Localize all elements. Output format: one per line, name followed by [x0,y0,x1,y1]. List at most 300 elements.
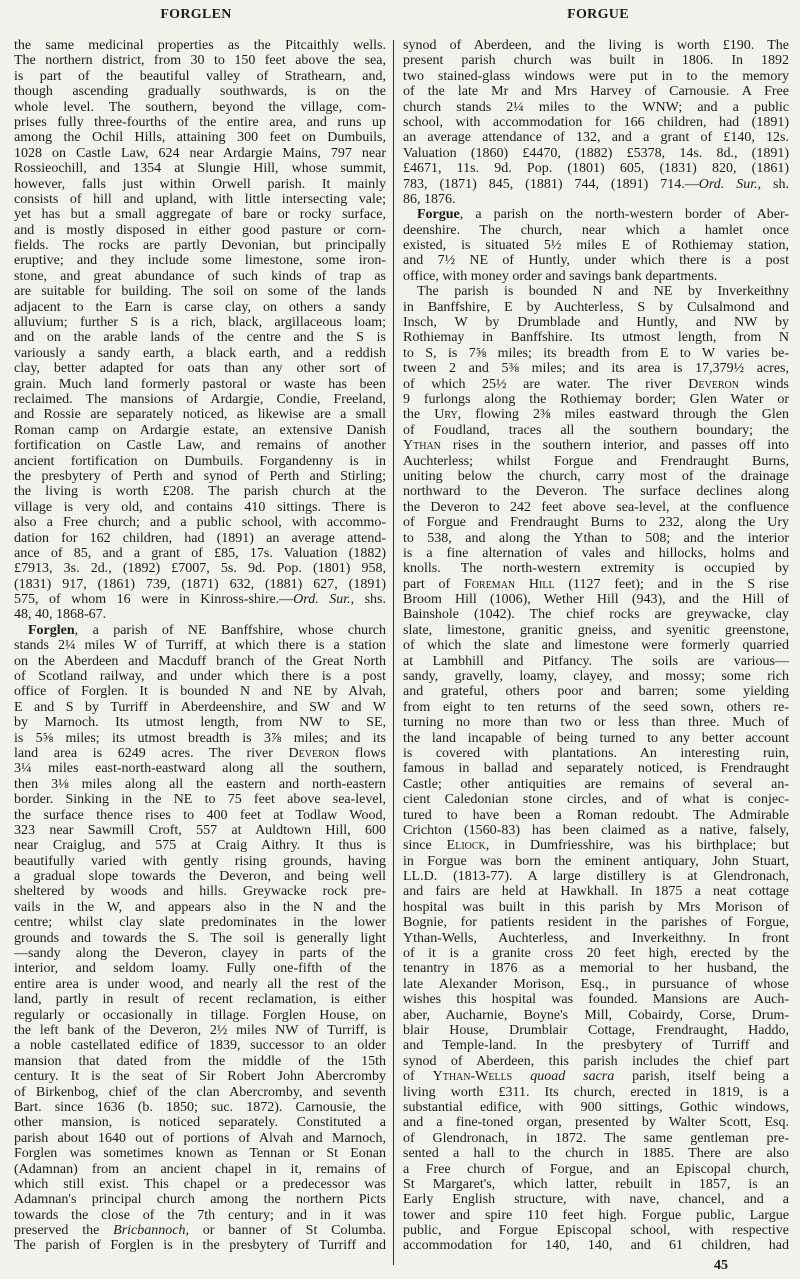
text-run: tween 2 and 5⅜ miles; and its area is 17,379½ acres, [403,361,789,377]
text-line [14,561,386,576]
text-line [14,1192,386,1207]
text-line [14,915,386,930]
text-run: yet has but a small aggregate of bare or rocky surface, [14,207,386,223]
text-run: ance of 85, and a grant of £85, 17s. Valuation (1882) [14,545,386,561]
text-run: (1831) 917, (1861) 739, (1871) 632, (1881) 627, (1891) [14,576,386,592]
text-run: , or banner of St Columba. [185,1223,386,1239]
text-run: fields. The rocks are partly Devonian, but principally [14,238,386,254]
text-run: is 5⅝ miles; its utmost breadth is 3⅞ miles; and its [14,730,386,746]
text-run: Ythan-Wells, Auchterless, and Inverkeithny. In front [403,930,789,946]
text-run: whole level. The southern, beyond the village, com- [14,99,386,115]
text-run: turning no more than two or less than three. Much of [403,715,789,731]
text-run: Rossieochill, and 1354 at Slungie Hill, whose summit, [14,161,386,177]
text-run: of Scotland railway, and under which there is a post [14,669,386,685]
text-run: of Glendronach, in 1872. The same gentleman pre- [403,1130,789,1146]
text-run: border. Sinking in the NE to 75 feet above sea-level, [14,792,386,808]
text-line [14,1085,386,1100]
page-number: 45 [714,1258,728,1273]
text-run: , flowing 2⅜ miles eastward through the Glen [457,407,789,423]
text-run: beautifully varied with gently rising grounds, having [14,853,386,869]
text-line [14,392,386,407]
small-caps-name: Ury [434,407,458,423]
text-run: The parish of Forglen is in the presbytery of Turriff and [14,1238,386,1254]
text-line [14,1131,386,1146]
text-line [14,792,386,807]
text-line [14,715,386,730]
text-run: rises in the southern interior, and passes off into [440,438,789,454]
text-line [14,700,386,715]
text-line [403,361,789,376]
text-line [403,977,789,992]
text-run: and is mostly disposed in either good pasture or corn- [14,222,386,238]
text-line [403,638,789,653]
text-run: living worth £311. Its church, erected in 1819, is a [403,1084,789,1100]
text-run: parish about 1640 out of portions of Alvah and Marnoch, [14,1130,386,1146]
text-run: which still exist. This chapel or a predecessor was [14,1176,386,1192]
right-column [403,38,789,1254]
text-run: a gradual slope towards the Deveron, and being well [14,869,386,885]
text-run: the living is worth £208. The parish church at the [14,484,386,500]
text-run: office, with money order and savings bank departments. [403,268,718,284]
text-line [403,761,789,776]
italic-text: Ord. Sur. [698,176,758,192]
text-line [403,607,789,622]
text-run: since [403,838,447,854]
text-run: Rothiemay in Banffshire. Its utmost length, from N [403,330,789,346]
text-run: late Alexander Morison, Esq., in pursuance of whose [403,976,789,992]
text-line [14,638,386,653]
text-run: The northern district, from 30 to 150 feet above the sea, [14,53,386,69]
text-line [403,1008,789,1023]
text-run: variously a sandy earth, a black earth, and a reddish [14,345,386,361]
text-run: famous in ballad and separately noticed, is Frendraught [403,761,789,777]
text-line [14,1054,386,1069]
text-run: tenantry in 1876 as a memorial to her husband, the [403,961,789,977]
text-line [403,854,789,869]
text-line [14,315,386,330]
text-line [403,792,789,807]
text-line [14,931,386,946]
small-caps-name: Eliock [446,838,486,854]
text-run: The parish is bounded N and NE by Inverkeithny [417,284,789,300]
text-run: ancient fortification on Dumbuils. Forgandenny is in [14,453,386,469]
text-line [403,130,789,145]
text-run: aber, Aucharnie, Boyne's Mill, Cobairdy, Corse, Drum- [403,1007,789,1023]
text-line [14,438,386,453]
text-line [403,1162,789,1177]
text-run: in Banffshire, E by Auchterless, S by Culsalmond and [403,299,789,315]
text-line [403,223,789,238]
text-line [14,300,386,315]
text-run [512,1069,530,1084]
text-run: at Lambhill and Pitfancy. The soils are various— [403,653,789,669]
text-run: mansion that dated from the middle of the 15th [14,1053,386,1069]
text-run: tower and spire 110 feet high. Forgue public, Largue [403,1207,789,1223]
text-line [14,1115,386,1130]
text-line [403,84,789,99]
text-run: stands 2¼ miles W of Turriff, at which there is a station [14,638,386,654]
text-run: deenshire. The church, near which a hamlet once [403,222,789,238]
text-line [14,284,386,299]
text-line [403,392,789,407]
text-run: entire area is under wood, and nearly all the rest of the [14,976,386,992]
text-line [14,1023,386,1038]
text-line [403,546,789,561]
text-line [14,1038,386,1053]
text-line [14,407,386,422]
text-run: a Free church of Forgue, and an Episcopal church, [403,1161,789,1177]
text-run: though ascending gradually southwards, is on the [14,84,386,100]
entry-headword: Forgue [417,207,460,223]
text-line [403,500,789,515]
text-run: Early English structure, with nave, chancel, and a [403,1192,789,1208]
text-line [403,1038,789,1053]
small-caps-name: Deveron [288,745,340,761]
text-run: the surface thence rises to 400 feet at Todlaw Wood, [14,807,386,823]
text-line [403,654,789,669]
text-line [403,1146,789,1161]
text-run: towards the close of the 7th century; and in it was [14,1207,386,1223]
text-line [14,238,386,253]
text-run: public, and Forgue Episcopal school, with respective [403,1223,789,1239]
text-line [403,1177,789,1192]
text-line [14,423,386,438]
text-run: other mansion, is noticed separately. Constituted a [14,1115,386,1131]
text-line [403,300,789,315]
text-line [14,100,386,115]
text-run: and grateful, others poor and barren; some yielding [403,684,789,700]
text-line [403,1223,789,1238]
text-run: Castle; other antiquities are remains of several an- [403,776,789,792]
text-run: from eight to ten returns of the seed sown, others re- [403,699,789,715]
text-run: land, partly in result of recent reclamation, is either [14,992,386,1008]
text-line [403,823,789,838]
text-line [403,900,789,915]
text-run: 783, (1871) 845, (1881) 744, (1891) 714.— [403,176,699,192]
text-run: flows [339,745,386,761]
text-line [14,192,386,207]
text-run: uniting below the church, carry most of the drainage [403,468,789,484]
text-line [14,161,386,176]
text-run: of it is a granite cross 20 feet high, erected by the [403,946,789,962]
entry-headword: Forglen [28,622,75,638]
text-line [14,1162,386,1177]
text-run: northward to the Deveron. The surface declines along [403,484,789,500]
text-run: of Foudland, traces all the southern boundary; the [403,422,789,438]
text-line [403,253,789,268]
text-line [14,130,386,145]
text-run: office of Forglen. It is bounded N and NE by Alvah, [14,684,386,700]
text-run: Crichton (1560-83) has been claimed as a native, falsely, [403,822,789,838]
text-line [403,1208,789,1223]
text-line [403,684,789,699]
text-run: by Marnoch. Its utmost length, from NW to SE, [14,715,386,731]
text-run: Broom Hill (1006), Wether Hill (943), and the Hill of [403,592,789,608]
small-caps-name: Deveron [688,376,739,392]
text-run: to 538, and along the Ythan to 508; and the interior [403,530,789,546]
text-line [403,53,789,68]
text-line [14,1008,386,1023]
text-line [14,69,386,84]
text-line [14,669,386,684]
text-run: and 7½ NE of Huntly, under which there is a post [403,253,789,269]
text-line [14,977,386,992]
small-caps-name: Ythan [403,438,441,454]
text-line [14,731,386,746]
text-run: part of [403,576,465,592]
text-line [14,546,386,561]
text-line [403,623,789,638]
text-run: church stands 2¼ miles to the WNW; and a public [403,99,789,115]
text-run: the presbytery of Perth and synod of Perth and Stirling; [14,468,386,484]
text-line [403,700,789,715]
text-line [14,1177,386,1192]
text-line [14,838,386,853]
text-run: Roman camp on Ardargie estate, an extensive Danish [14,422,386,438]
text-line [403,161,789,176]
text-run: centre; whilst clay slate predominates in the lower [14,915,386,931]
text-line [14,946,386,961]
text-line [403,992,789,1007]
text-line [403,192,789,207]
text-run: among the Ochil Hills, attaining 300 feet on Dumbuils, [14,130,386,146]
text-run: Adamnan's principal church among the northern Picts [14,1192,386,1208]
text-line [14,454,386,469]
text-line [403,869,789,884]
text-run: is part of the beautiful valley of Strathearn, and, [14,68,386,84]
text-run: Auchterless; whilst Forgue and Frendraught Burns, [403,453,789,469]
text-line [403,931,789,946]
text-line [14,900,386,915]
text-run: 9 furlongs along the Rothiemay border; Glen Water or [403,391,789,407]
text-run: vails in the W, and appears also in the N and the [14,899,386,915]
text-run: (Adamnan) from an ancient chapel in it, remains of [14,1161,386,1177]
text-line [403,146,789,161]
text-line [14,146,386,161]
text-run: and on the arable lands of the centre and the S is [14,330,386,346]
text-line [14,469,386,484]
text-run: grounds and towards the S. The soil is generally light [14,930,386,946]
text-run: Bognie, for patients resident in the parishes of Forgue, [403,915,789,931]
text-line [14,377,386,392]
text-line [14,992,386,1007]
text-run: regularly or occasionally in tillage. Forglen House, on [14,1007,386,1023]
text-run: , shs. [350,592,386,608]
text-line [403,561,789,576]
text-run: tured to have been a Roman redoubt. The Admirable [403,807,789,823]
text-line [14,330,386,345]
text-run: prises fully three-fourths of the entire area, and runs up [14,114,386,130]
text-run: —sandy along the Deveron, clayey in parts of the [14,946,386,962]
text-run: 3¼ miles east-north-eastward along all the southern, [14,761,386,777]
text-line [403,731,789,746]
text-run: synod of Aberdeen, this parish includes the chief part [403,1053,789,1069]
text-line [403,1085,789,1100]
text-run: cient Caledonian stone circles, and of what is conjec- [403,792,789,808]
text-line [14,884,386,899]
text-line [403,330,789,345]
text-line [403,1069,789,1084]
text-line [403,515,789,530]
text-line [403,469,789,484]
text-line [403,115,789,130]
text-run: an average attendance of 132, and a grant of £140, 12s. [403,130,789,146]
text-run: existed, is situated 5½ miles E of Rothiemay station, [403,238,789,254]
text-line [14,177,386,192]
text-line [14,607,386,622]
text-run: and Rossie are separately noticed, as likewise are a small [14,407,386,423]
text-run: , in Dumfriesshire, was his birthplace; but [485,838,789,854]
text-line [14,746,386,761]
small-caps-name: Foreman Hill [464,576,555,592]
text-run: LL.D. (1813-77). A large distillery is at Glendronach, [403,869,789,885]
text-line [14,207,386,222]
text-run: reclaimed. The mansions of Ardargie, Condie, Freeland, [14,391,386,407]
text-line [403,423,789,438]
text-run: and a fine-toned organ, presented by Walter Scott, Esq. [403,1115,789,1131]
text-run: and Temple-land. In the presbytery of Turriff and [403,1038,789,1054]
text-line [403,38,789,53]
text-run: and fairs are held at Hawkhall. In 1875 a neat cottage [403,884,789,900]
text-line [403,454,789,469]
text-run: (1127 feet); and in the S rise [554,576,789,592]
text-line [14,484,386,499]
text-line [403,238,789,253]
italic-text: Ord. Sur. [293,592,351,608]
text-line [14,531,386,546]
text-run: is a fine alternation of vales and hillocks, holms and [403,545,789,561]
text-run: is covered with plantations. An interesting ruin, [403,745,789,761]
text-line [403,838,789,853]
text-line [403,407,789,422]
text-run: stone, and great abundance of such kinds of trap as [14,268,386,284]
text-line [14,346,386,361]
text-line [403,884,789,899]
text-run: accommodation for 140, 140, and 61 children, had [403,1238,789,1254]
text-line [14,1223,386,1238]
left-column [14,38,386,1254]
text-run: preserved the [14,1223,114,1239]
text-run: sented a hall to the church in 1885. There are also [403,1146,789,1162]
text-line [14,777,386,792]
text-line [403,346,789,361]
text-run: consists of hill and upland, with little intersecting vale; [14,191,386,207]
text-run: then 3⅛ miles along all the eastern and north-eastern [14,776,386,792]
text-run: St Margaret's, which latter, rebuilt in 1857, is an [403,1176,789,1192]
text-run: the left bank of the Deveron, 2½ miles NW of Turriff, is [14,1023,386,1038]
text-line [14,823,386,838]
text-line [14,1100,386,1115]
text-run: the land incapable of being turned to any better account [403,730,789,746]
text-line [403,531,789,546]
text-run: clay, better adapted for oats than any other sort of [14,361,386,377]
text-line [403,1131,789,1146]
text-line [14,1238,386,1253]
text-line [403,577,789,592]
text-run: of [403,1069,433,1085]
text-line [403,669,789,684]
text-line [403,592,789,607]
text-line [403,207,789,222]
text-line [403,484,789,499]
text-line [403,1115,789,1130]
text-run: 48, 40, 1868-67. [14,607,107,623]
text-line [14,269,386,284]
small-caps-name: Ythan-Wells [432,1069,513,1085]
text-line [14,623,386,638]
text-line [403,1100,789,1115]
text-run: parish, itself being a [614,1069,789,1085]
text-run: , a parish on the north-western border of Aber- [459,207,789,223]
text-run: Bainshole (1042). The chief rocks are greywacke, clay [403,607,789,623]
text-line [403,946,789,961]
text-line [403,100,789,115]
text-line [14,84,386,99]
text-run: grain. Much land formerly pastoral or waste has been [14,376,386,392]
text-run: of Birkenbog, chief of the clan Abercromby, and seventh [14,1084,386,1100]
text-line [14,38,386,53]
text-run: the Deveron to 242 feet above sea-level, at the confluence [403,499,789,515]
text-line [403,315,789,330]
text-line [403,1238,789,1253]
text-line [14,654,386,669]
text-run: eruptive; and they include some limestone, some iron- [14,253,386,269]
text-line [14,53,386,68]
text-line [14,1208,386,1223]
text-line [403,69,789,84]
text-line [14,808,386,823]
text-line [403,1054,789,1069]
text-run: 1028 on Castle Law, 624 near Ardargie Mains, 797 near [14,145,386,161]
text-line [14,500,386,515]
text-run: of which 25½ are water. The river [403,376,689,392]
text-line [14,577,386,592]
text-run: winds [738,376,789,392]
running-head-left: FORGLEN [160,7,232,22]
text-run: in Forgue was born the eminent antiquary, John Stuart, [403,853,789,869]
text-run: knolls. The north-western extremity is occupied by [403,561,789,577]
text-line [14,1146,386,1161]
text-line [403,177,789,192]
text-run: hospital was built in this parish by Mrs Morison of [403,899,789,915]
text-run: 575, of whom 16 were in Kinross-shire.— [14,592,294,608]
text-run: interior, and seldom loamy. Fully one-fifth of the [14,961,386,977]
text-run: the [403,407,435,423]
text-run: are suitable for building. The soil on some of the lands [14,284,386,300]
text-line [403,961,789,976]
text-line [14,869,386,884]
text-run: Insch, W by Drumblade and Huntly, and NW by [403,315,789,331]
text-run: sandy, gravelly, loamy, clayey, and mossy; some rich [403,669,789,685]
text-run: near Craiglug, and 575 at Craig Aithry. It thus is [14,838,386,854]
text-run: 86, 1876. [403,191,456,207]
text-line [14,761,386,776]
text-run: , sh. [757,176,789,192]
text-line [14,684,386,699]
text-run: blair House, Drumblair Cottage, Frendraught, Haddo, [403,1023,789,1038]
text-run: E and S by Turriff in Aberdeenshire, and SW and W [14,699,386,715]
italic-text: quoad sacra [530,1069,615,1085]
text-run: of Forgue and Frendraught Burns to 232, along the Ury [403,515,789,531]
text-line [403,1023,789,1038]
text-line [14,253,386,268]
text-run: £7913, 3s. 2d., (1892) £7007, 5s. 9d. Pop. (1801) 958, [14,561,386,577]
text-line [14,592,386,607]
text-line [403,715,789,730]
text-line [14,515,386,530]
text-line [403,438,789,453]
text-line [14,223,386,238]
